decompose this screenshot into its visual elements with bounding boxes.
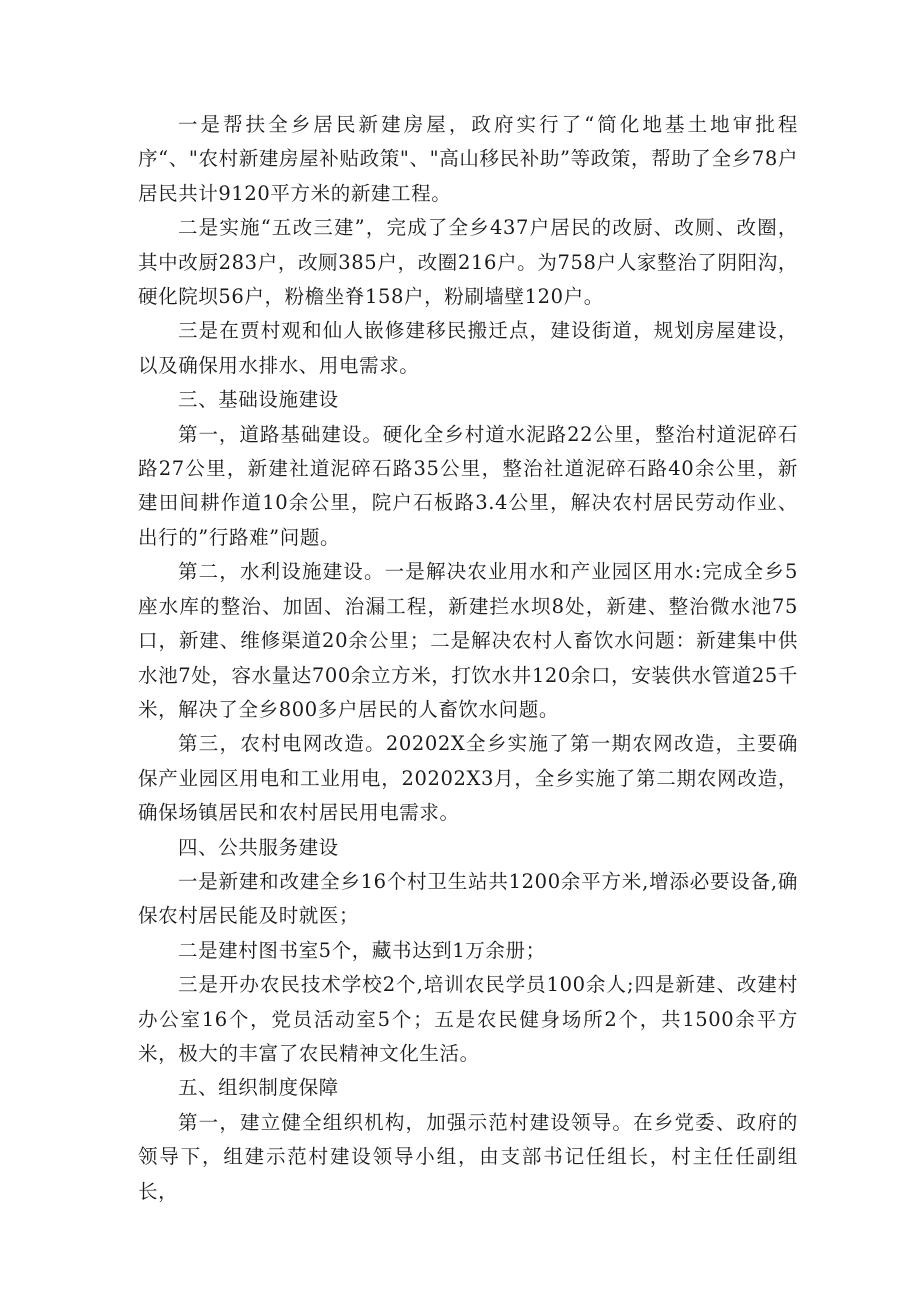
paragraph-road-construction: 第一，道路基础建设。硬化全乡村道水泥路22公里，整治村道泥碎石路27公里，新建社道泥碎石路35公里，整治社道泥碎石路40余公里，新建田间耕作道10余公里，院户石板路3.4公里，解决农村居民劳动作业、出行的”行路难”问题。 xyxy=(138,422,798,549)
paragraph-water-facilities: 第二，水利设施建设。一是解决农业用水和产业园区用水:完成全乡5座水库的整治、加固、治漏工程，新建拦水坝8处，新建、整治微水池75口，新建、维修渠道20余公里；二是解决农村人畜饮水问题：新建集中供水池7处，容水量达700余立方米，打饮水井120余口，安装供水管道25千米，解决了全乡800多户居民的人畜饮水问题。 xyxy=(138,560,798,721)
paragraph-leadership-group: 第一，建立健全组织机构，加强示范村建设领导。在乡党委、政府的领导下，组建示范村建设领导小组，由支部书记任组长，村主任任副组长， xyxy=(138,1110,798,1203)
paragraph-relocation-site: 三是在贾村观和仙人嵌修建移民搬迁点，建设街道，规划房屋建设，以及确保用水排水、用电需求。 xyxy=(138,319,798,377)
document-page xyxy=(138,108,798,1209)
paragraph-five-reforms: 二是实施“五改三建”，完成了全乡437户居民的改厨、改厕、改圈，其中改厨283户，改厕385户，改圈216户。为758户人家整治了阴阳沟，硬化院坝56户，粉檐坐脊158户，粉刷墙壁120户。 xyxy=(138,216,798,309)
paragraph-housing-construction: 一是帮扶全乡居民新建房屋，政府实行了“简化地基土地审批程序“、"农村新建房屋补贴政策"、"高山移民补助”等政策，帮助了全乡78户居民共计9120平方米的新建工程。 xyxy=(138,113,798,205)
paragraph-power-grid: 第三，农村电网改造。20202X全乡实施了第一期农网改造，主要确保产业园区用电和工业用电，20202X3月，全乡实施了第二期农网改造，确保场镇居民和农村居民用电需求。 xyxy=(138,732,798,825)
section-heading-public-services: 四、公共服务建设 xyxy=(177,835,339,859)
section-heading-organization: 五、组织制度保障 xyxy=(177,1076,339,1100)
section-heading-infrastructure: 三、基础设施建设 xyxy=(177,388,339,412)
paragraph-health-stations: 一是新建和改建全乡16个村卫生站共1200余平方米,增添必要设备,确保农村居民能及时就医； xyxy=(138,869,798,928)
paragraph-schools-offices: 三是开办农民技术学校2个,培训农民学员100余人;四是新建、改建村办公室16个，党员活动室5个；五是农民健身场所2个，共1500余平方米，极大的丰富了农民精神文化生活。 xyxy=(138,973,798,1065)
paragraph-libraries: 二是建村图书室5个，藏书达到1万余册； xyxy=(177,938,546,962)
